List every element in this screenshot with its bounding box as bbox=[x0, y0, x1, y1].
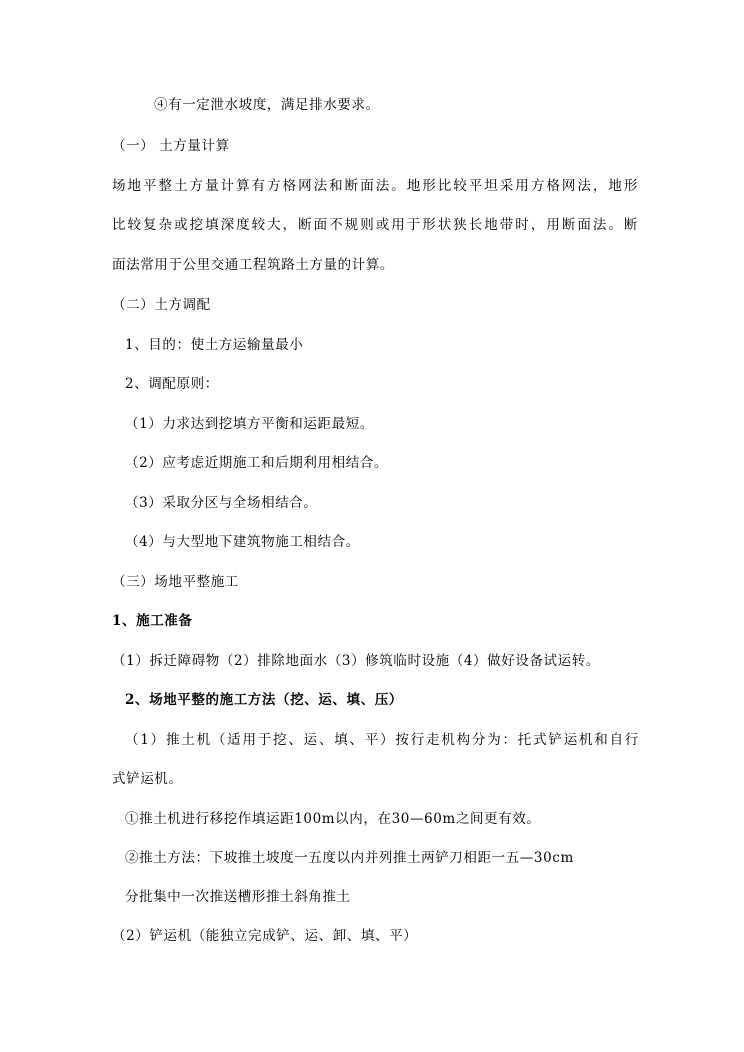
paragraph-line: 式铲运机。 bbox=[112, 771, 183, 787]
paragraph-line: （1）拆迁障碍物（2）排除地面水（3）修筑临时设施（4）做好设备试运转。 bbox=[112, 653, 600, 669]
section-heading-earthwork-allocation: （二）土方调配 bbox=[112, 297, 211, 313]
list-item: （4）与大型地下建筑物施工相结合。 bbox=[125, 534, 360, 550]
section-heading-earthwork-calculation: （一） 土方量计算 bbox=[112, 138, 230, 154]
list-item-drainage-slope: ④有一定泄水坡度，满足排水要求。 bbox=[154, 97, 380, 113]
list-item: （2）铲运机（能独立完成铲、运、卸、填、平） bbox=[112, 928, 418, 944]
list-item: （2）应考虑近期施工和后期利用相结合。 bbox=[125, 455, 388, 471]
subheading-construction-prep: 1、施工准备 bbox=[112, 613, 193, 629]
list-item-purpose: 1、目的：使土方运输量最小 bbox=[125, 337, 304, 353]
list-item: （3）采取分区与全场相结合。 bbox=[125, 495, 318, 511]
paragraph-line: 比较复杂或挖填深度较大，断面不规则或用于形状狭长地带时，用断面法。断 bbox=[112, 217, 638, 233]
list-item: （1）力求达到挖填方平衡和运距最短。 bbox=[125, 416, 374, 432]
paragraph-line: 场地平整土方量计算有方格网法和断面法。地形比较平坦采用方格网法，地形 bbox=[112, 178, 638, 194]
paragraph-line: 面法常用于公里交通工程筑路土方量的计算。 bbox=[112, 257, 394, 273]
paragraph-line: 分批集中一次推送槽形推土斜角推土 bbox=[125, 889, 351, 905]
list-item: ②推土方法：下坡推土坡度一五度以内并列推土两铲刀相距一五—30cm bbox=[125, 850, 574, 866]
subheading-leveling-methods: 2、场地平整的施工方法（挖、运、填、压） bbox=[125, 692, 403, 708]
section-heading-site-leveling: （三）场地平整施工 bbox=[112, 574, 239, 590]
list-item: ①推土机进行移挖作填运距100m以内，在30—60m之间更有效。 bbox=[125, 811, 541, 827]
list-item-principles: 2、调配原则： bbox=[125, 376, 219, 392]
paragraph-line: （1）推土机（适用于挖、运、填、平）按行走机构分为：托式铲运机和自行 bbox=[125, 732, 639, 748]
